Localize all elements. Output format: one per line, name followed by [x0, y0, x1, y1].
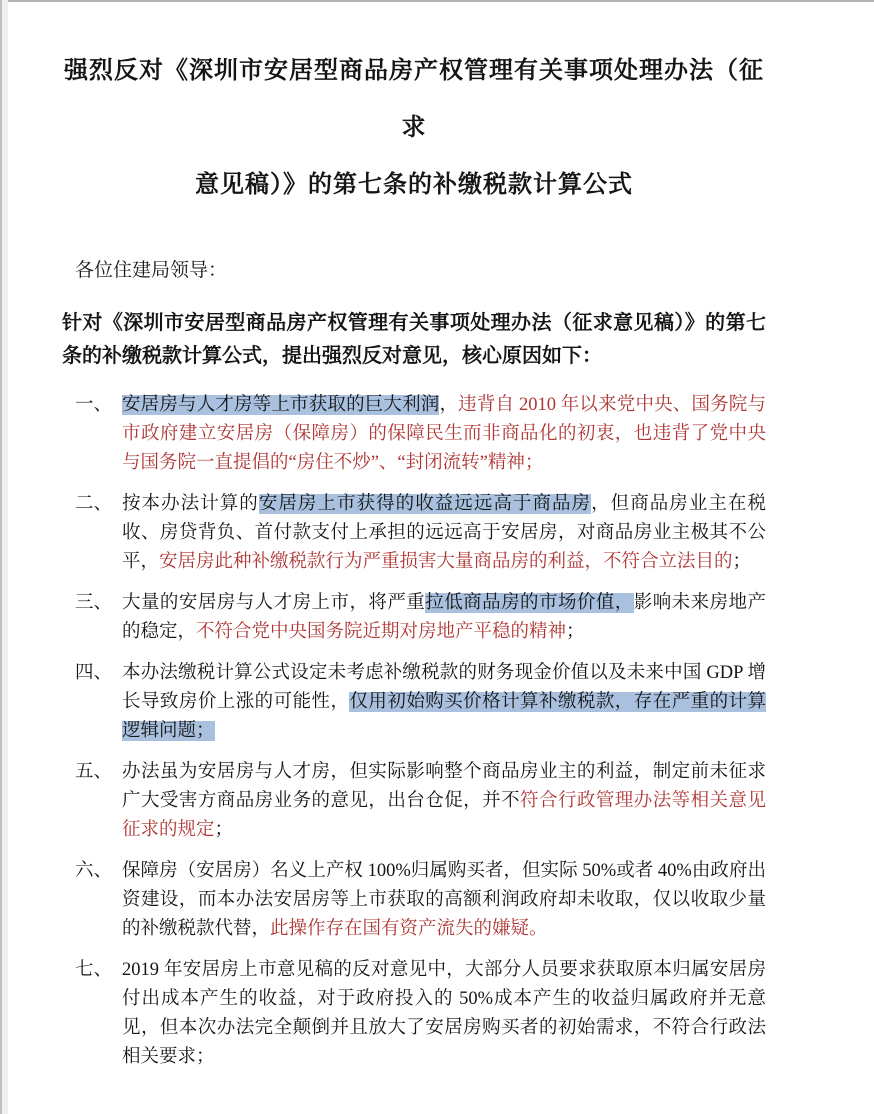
- item-text: [122, 659, 766, 746]
- text-segment-normal: ；: [566, 622, 585, 642]
- item-text: [122, 589, 766, 647]
- item-text: [122, 758, 766, 845]
- list-item: [75, 659, 766, 746]
- item-number: 七、: [75, 960, 113, 980]
- title-line-1: 强烈反对《深圳市安居型商品房产权管理有关事项处理办法（征求: [64, 58, 764, 141]
- list-item: [75, 589, 766, 647]
- item-number: 二、: [75, 494, 113, 514]
- list-item: [75, 391, 766, 478]
- text-segment-red: 符合行政管理办法等相关意见征求的规定: [122, 791, 766, 840]
- list-item: [75, 758, 766, 845]
- text-segment-red: 不符合党中央国务院近期对房地产平稳的精神: [196, 622, 567, 642]
- text-segment-highlight: 仅用初始购买价格计算补缴税款，存在严重的计算逻辑问题；: [122, 692, 766, 741]
- title-line-2: 意见稿）》的第七条的补缴税款计算公式: [195, 172, 633, 198]
- item-number: 五、: [75, 762, 113, 782]
- text-segment-normal: ，: [439, 395, 459, 415]
- text-segment-normal: ；: [214, 820, 234, 840]
- text-segment-normal: 2019 年安居房上市意见稿的反对意见中，大部分人员要求获取原本归属安居房付出成本产生的收益，对于政府投入的 50%成本产生的收益归属政府并无意见，但本次办法完全颠倒并且放大了安居房购买者的初始需求，不符合行政法相关要求；: [122, 960, 766, 1067]
- item-text: [122, 956, 766, 1072]
- list-item: [75, 956, 766, 1072]
- item-text: [122, 490, 766, 577]
- text-segment-highlight: 安居房与人才房等上市获取的巨大利润: [122, 395, 440, 415]
- text-segment-normal: 影响未来房地产的稳定，: [122, 593, 766, 642]
- text-segment-normal: 本办法缴税计算公式设定未考虑补缴税款的财务现金价值以及未来中国 GDP 增长导致房价上涨的可能性，: [122, 663, 766, 712]
- intro-paragraph: 针对《深圳市安居型商品房产权管理有关事项处理办法（征求意见稿）》的第七条的补缴税款计算公式，提出强烈反对意见，核心原因如下：: [62, 312, 766, 367]
- item-number: 三、: [75, 593, 113, 613]
- text-segment-red: 安居房此种补缴税款行为严重损害大量商品房的利益，不符合立法目的: [159, 552, 733, 572]
- item-text: [122, 391, 766, 478]
- item-number: 一、: [75, 395, 113, 415]
- text-segment-red: 违背自 2010 年以来党中央、国务院与市政府建立安居房（保障房）的保障民生而非商品化的初衷，也违背了党中央与国务院一直提倡的“房住不炒”、“封闭流转”精神；: [122, 395, 766, 473]
- text-segment-red: 此操作存在国有资产流失的嫌疑。: [270, 919, 548, 939]
- text-segment-normal: ；: [732, 552, 752, 572]
- text-segment-highlight: 拉低商品房的市场价值，: [425, 593, 634, 613]
- text-segment-highlight: 安居房上市获得的收益远远高于商品房: [258, 494, 592, 514]
- list-item: [75, 490, 766, 577]
- text-segment-normal: 办法虽为安居房与人才房，但实际影响整个商品房业主的利益，制定前未征求广大受害方商品房业务的意见，出台仓促，并不: [122, 762, 766, 811]
- item-number: 六、: [75, 861, 113, 881]
- text-segment-normal: 大量的安居房与人才房上市，将严重: [122, 593, 426, 613]
- text-segment-normal: ，但商品房业主在税收、房贷背负、首付款支付上承担的远远高于安居房，对商品房业主极其不公平，: [122, 494, 766, 572]
- document-title: [62, 43, 766, 214]
- greeting-line: 各位住建局领导：: [75, 260, 228, 281]
- page-left-border: [0, 0, 8, 1114]
- item-text: [122, 857, 766, 944]
- item-number: 四、: [75, 663, 113, 683]
- text-segment-normal: 按本办法计算的: [122, 494, 259, 514]
- text-segment-normal: 保障房（安居房）名义上产权 100%归属购买者，但实际 50%或者 40%由政府出资建设，而本办法安居房等上市获取的高额利润政府却未收取，仅以收取少量的补缴税款代替，: [122, 861, 766, 939]
- page-top-border: [0, 0, 874, 2]
- list-item: [75, 857, 766, 944]
